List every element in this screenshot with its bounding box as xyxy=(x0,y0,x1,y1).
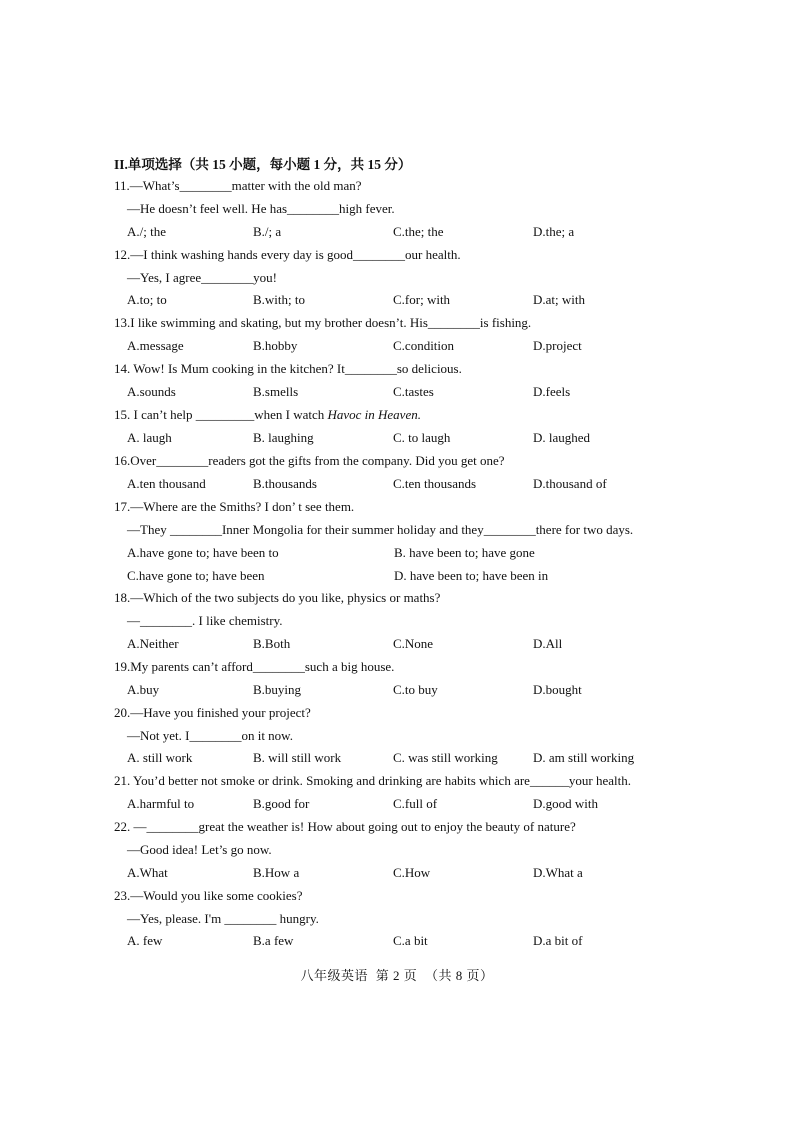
option-12-b: B.with; to xyxy=(253,292,306,307)
option-13-c: C.condition xyxy=(393,338,455,353)
question-16: 16.Over________readers got the gifts from the company. Did you get one? xyxy=(114,453,505,468)
option-19-a: A.buy xyxy=(127,682,160,697)
option-13-a: A.message xyxy=(127,338,184,353)
option-21-b: B.good for xyxy=(253,796,310,811)
question-20-response: —Not yet. I________on it now. xyxy=(127,728,293,743)
question-15 xyxy=(114,407,421,423)
question-21: 21. You’d better not smoke or drink. Smoking and drinking are habits which are______your health. xyxy=(114,773,632,788)
option-22-d: D.What a xyxy=(533,865,583,880)
option-11-b: B./; a xyxy=(253,224,282,239)
option-17-b: B. have been to; have gone xyxy=(394,545,535,560)
option-23-a: A. few xyxy=(127,933,163,948)
section-title: II.单项选择（共 15 小题，每小题 1 分，共 15 分） xyxy=(114,157,412,172)
option-16-a: A.ten thousand xyxy=(127,476,206,491)
question-20: 20.—Have you finished your project? xyxy=(114,705,311,720)
option-14-b: B.smells xyxy=(253,384,299,399)
option-14-a: A.sounds xyxy=(127,384,176,399)
option-14-d: D.feels xyxy=(533,384,571,399)
question-11: 11.—What’s________matter with the old man? xyxy=(114,178,362,193)
footer-total-pages: （共 8 页） xyxy=(425,968,494,983)
option-18-d: D.All xyxy=(533,636,563,651)
option-18-a: A.Neither xyxy=(127,636,179,651)
question-14: 14. Wow! Is Mum cooking in the kitchen? It________so delicious. xyxy=(114,361,462,376)
option-21-a: A.harmful to xyxy=(127,796,195,811)
option-23-d: D.a bit of xyxy=(533,933,583,948)
option-17-d: D. have been to; have been in xyxy=(394,568,549,583)
question-17: 17.—Where are the Smiths? I don’ t see them. xyxy=(114,499,355,514)
option-21-d: D.good with xyxy=(533,796,598,811)
option-20-b: B. will still work xyxy=(253,750,342,765)
option-17-c: C.have gone to; have been xyxy=(127,568,265,583)
page-footer xyxy=(0,965,794,984)
question-19: 19.My parents can’t afford________such a big house. xyxy=(114,659,395,674)
option-16-b: B.thousands xyxy=(253,476,317,491)
question-22: 22. —________great the weather is! How about going out to enjoy the beauty of nature? xyxy=(114,819,576,834)
option-18-b: B.Both xyxy=(253,636,291,651)
option-19-b: B.buying xyxy=(253,682,302,697)
question-15-title: Havoc in Heaven. xyxy=(327,407,421,422)
option-16-c: C.ten thousands xyxy=(393,476,477,491)
option-13-b: B.hobby xyxy=(253,338,298,353)
option-12-d: D.at; with xyxy=(533,292,585,307)
option-11-c: C.the; the xyxy=(393,224,444,239)
option-19-c: C.to buy xyxy=(393,682,438,697)
option-20-c: C. was still working xyxy=(393,750,498,765)
option-12-c: C.for; with xyxy=(393,292,451,307)
option-18-c: C.None xyxy=(393,636,434,651)
question-13: 13.I like swimming and skating, but my brother doesn’t. His________is fishing. xyxy=(114,315,532,330)
question-18-response: —________. I like chemistry. xyxy=(127,613,283,628)
option-15-a: A. laugh xyxy=(127,430,172,445)
option-22-b: B.How a xyxy=(253,865,300,880)
option-16-d: D.thousand of xyxy=(533,476,607,491)
question-12: 12.—I think washing hands every day is good________our health. xyxy=(114,247,461,262)
option-13-d: D.project xyxy=(533,338,582,353)
question-15-text: 15. I can’t help _________when I watch xyxy=(114,407,328,422)
option-21-c: C.full of xyxy=(393,796,438,811)
question-12-response: —Yes, I agree________you! xyxy=(127,270,277,285)
option-15-c: C. to laugh xyxy=(393,430,451,445)
option-11-a: A./; the xyxy=(127,224,166,239)
option-11-d: D.the; a xyxy=(533,224,575,239)
question-22-response: —Good idea! Let’s go now. xyxy=(127,842,272,857)
option-22-c: C.How xyxy=(393,865,431,880)
question-11-response: —He doesn’t feel well. He has________high fever. xyxy=(127,201,395,216)
option-23-b: B.a few xyxy=(253,933,294,948)
option-12-a: A.to; to xyxy=(127,292,167,307)
option-14-c: C.tastes xyxy=(393,384,434,399)
question-23-response: —Yes, please. I'm ________ hungry. xyxy=(127,911,319,926)
footer-page-number: 第 2 页 xyxy=(375,968,418,983)
option-15-b: B. laughing xyxy=(253,430,314,445)
option-15-d: D. laughed xyxy=(533,430,591,445)
option-17-a: A.have gone to; have been to xyxy=(127,545,279,560)
option-20-a: A. still work xyxy=(127,750,193,765)
option-19-d: D.bought xyxy=(533,682,582,697)
option-20-d: D. am still working xyxy=(533,750,635,765)
option-23-c: C.a bit xyxy=(393,933,428,948)
option-22-a: A.What xyxy=(127,865,168,880)
question-18: 18.—Which of the two subjects do you like, physics or maths? xyxy=(114,590,441,605)
question-17-response: —They ________Inner Mongolia for their summer holiday and they________there for two days. xyxy=(127,522,634,537)
footer-subject: 八年级英语 xyxy=(300,968,368,983)
question-23: 23.—Would you like some cookies? xyxy=(114,888,303,903)
